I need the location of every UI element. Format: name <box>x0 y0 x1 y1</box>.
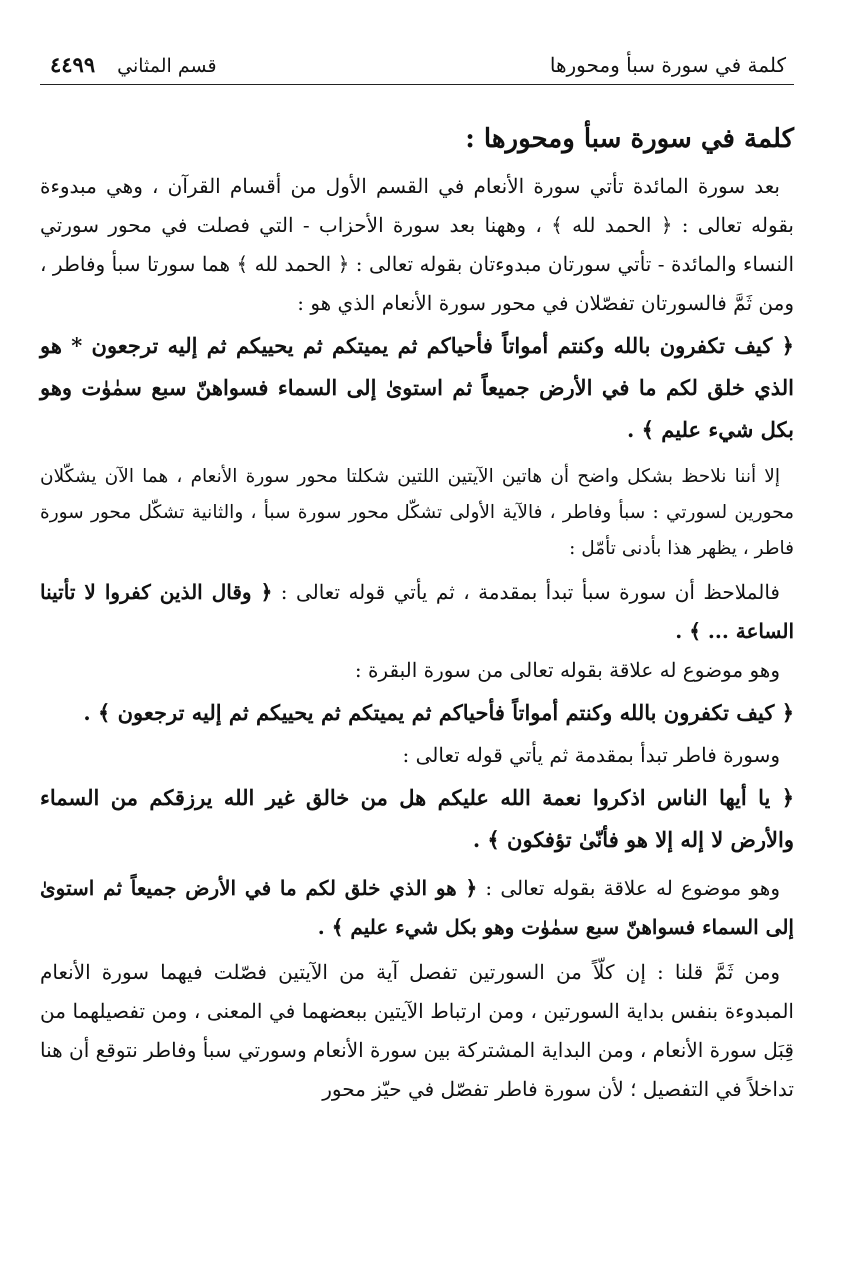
section-heading: كلمة في سورة سبأ ومحورها : <box>465 123 794 154</box>
page-number: ٤٤٩٩ <box>50 52 96 77</box>
quran-verse-baqarah-28: ﴿ كيف تكفرون بالله وكنتم أمواتاً فأحياكم ثم يميتكم ثم يحييكم ثم إليه ترجعون ﴾ . <box>83 700 794 726</box>
paragraph-saba-intro-text: فالملاحظ أن سورة سبأ تبدأ بمقدمة ، ثم يأتي قوله تعالى : <box>280 580 780 605</box>
running-header-meta <box>50 52 217 78</box>
paragraph-observation: إلا أننا نلاحظ بشكل واضح أن هاتين الآيتين اللتين شكلتا محور سورة الأنعام ، هما الآن يشكّلان محورين لسورتي : سبأ وفاطر ، فالآية الأولى تشكّل محور سورة سبأ ، والثانية تشكّل محور سورة فاطر ، يظهر هذا بأدنى تأمّل : <box>40 466 794 560</box>
paragraph-relation-verse-29 <box>40 869 794 947</box>
paragraph-fatir-intro: وسورة فاطر تبدأ بمقدمة ثم يأتي قوله تعالى : <box>402 743 780 768</box>
quran-verse-fatir-3: ﴿ يا أيها الناس اذكروا نعمة الله عليكم هل من خالق غير الله يرزقكم من السماء والأرض لا إله إلا هو فأنّىٰ تؤفكون ﴾ . <box>40 785 794 853</box>
running-header-title: كلمة في سورة سبأ ومحورها <box>549 53 786 77</box>
running-header <box>40 52 794 85</box>
quran-verse-baqarah-28-29: ﴿ كيف تكفرون بالله وكنتم أمواتاً فأحياكم ثم يميتكم ثم يحييكم ثم إليه ترجعون * هو الذي خلق لكم ما في الأرض جميعاً ثم استوىٰ إلى السماء فسواهنّ سبع سمٰوٰت وهو بكل شيء عليم ﴾ . <box>40 333 794 443</box>
paragraph-intro: بعد سورة المائدة تأتي سورة الأنعام في القسم الأول من أقسام القرآن ، وهي مبدوءة بقوله تعالى : ﴿ الحمد لله ﴾ ، وههنا بعد سورة الأحزاب - التي فصلت في محور سورتي النساء والمائدة - تأتي سورتان مبدوءتان بقوله تعالى : ﴿ الحمد لله ﴾ هما سورتا سبأ وفاطر ، ومن ثَمَّ فالسورتان تفصّلان في محور سورة الأنعام الذي هو : <box>40 174 794 316</box>
paragraph-relation-verse-29-text: وهو موضوع له علاقة بقوله تعالى : <box>485 876 780 901</box>
paragraph-relation-baqarah: وهو موضوع له علاقة بقوله تعالى من سورة البقرة : <box>354 658 780 683</box>
section-name: قسم المثاني <box>117 55 217 77</box>
paragraph-saba-intro <box>40 573 794 651</box>
quran-verse-saba: ﴿ وقال الذين كفروا لا تأتينا الساعة ... ﴾ . <box>40 580 794 644</box>
quran-verse-baqarah-29: ﴿ هو الذي خلق لكم ما في الأرض جميعاً ثم استوىٰ إلى السماء فسواهنّ سبع سمٰوٰت وهو بكل شيء عليم ﴾ . <box>40 876 794 940</box>
paragraph-conclusion: ومن ثَمَّ قلنا : إن كلّاً من السورتين تفصل آية من الآيتين فصّلت فيهما سورة الأنعام المبدوءة بنفس بداية السورتين ، ومن ارتباط الآيتين ببعضهما في المعنى ، ومن تفصيلهما من قِبَل سورة الأنعام ، ومن البداية المشتركة بين سورة الأنعام وسورتي سبأ وفاطر نتوقع أن هنا تداخلاً في التفصيل ؛ لأن سورة فاطر تفصّل في حيّز محور <box>40 960 794 1102</box>
